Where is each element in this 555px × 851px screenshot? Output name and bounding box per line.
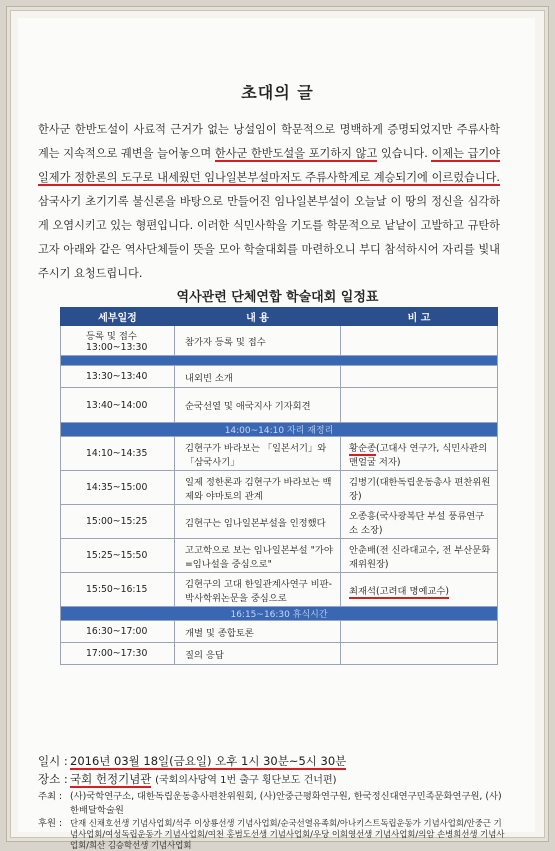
band-text bbox=[61, 356, 498, 366]
host-label: 주최 : bbox=[38, 791, 63, 802]
row-time: 13:30~13:40 bbox=[61, 366, 175, 388]
row-content: 순국선열 및 애국지사 기자회견 bbox=[175, 388, 341, 423]
table-row bbox=[61, 643, 498, 665]
place-value: 국회 헌정기념관 bbox=[70, 772, 152, 786]
schedule-title: 역사관련 단체연합 학술대회 일정표 bbox=[176, 290, 379, 305]
presenter-detail: (고대사 연구가, 식민사관의 맨얼굴 저자) bbox=[349, 442, 488, 468]
band-text: 16:15~16:30 휴식시간 bbox=[61, 607, 498, 621]
row-time: 15:25~15:50 bbox=[61, 539, 175, 573]
table-row bbox=[61, 539, 498, 573]
row-content: 참가자 등록 및 접수 bbox=[175, 326, 341, 356]
band-row bbox=[61, 423, 498, 437]
document-title: 초대의 글 bbox=[241, 83, 314, 102]
sponsor-line bbox=[38, 818, 508, 851]
date-line bbox=[38, 752, 508, 770]
row-content: 김현구의 고대 한일관계사연구 비판-박사학위논문을 중심으로 bbox=[175, 573, 341, 607]
row-note: 김병기(대한독립운동총사 편찬위원장) bbox=[341, 471, 498, 505]
host-value: (사)국학연구소, 대한독립운동총사편찬위원회, (사)안중근평화연구원, 한국정신대연구민족문화연구원, (사)한배달학술원 bbox=[70, 791, 502, 816]
row-time: 13:40~14:00 bbox=[61, 388, 175, 423]
row-content: 일제 정한론과 김현구가 바라보는 백제와 야마토의 관계 bbox=[175, 471, 341, 505]
table-row bbox=[61, 326, 498, 356]
schedule-table bbox=[60, 307, 498, 665]
table-row bbox=[61, 471, 498, 505]
band-row bbox=[61, 607, 498, 621]
table-row bbox=[61, 437, 498, 471]
table-row bbox=[61, 621, 498, 643]
row-time: 15:50~16:15 bbox=[61, 573, 175, 607]
row-note bbox=[341, 366, 498, 388]
row-note bbox=[341, 388, 498, 423]
presenter-name: 최재석(고려대 명예교수) bbox=[349, 585, 450, 597]
row-time: 14:10~14:35 bbox=[61, 437, 175, 471]
row-note bbox=[341, 326, 498, 356]
row-content: 김현구는 임나일본부설을 인정했다 bbox=[175, 505, 341, 539]
row-note bbox=[341, 643, 498, 665]
sponsor-label: 후원 : bbox=[38, 818, 63, 829]
row-note: 안춘배(전 신라대교수, 전 부산문화재위원장) bbox=[341, 539, 498, 573]
intro-underline-2: 이제는 급기야 일제가 정한론의 도구로 내세웠던 임나일본부설마저도 주류사학계로 계승되기에 이르렀습니다. bbox=[38, 147, 500, 184]
row-note bbox=[341, 437, 498, 471]
sponsor-value: 단재 신채호선생 기념사업회/석주 이상룡선생 기념사업회/순국선열유족회/아나키스트독립운동가 기념사업회/안중근 기념사업회/여성독립운동가 기념사업회/여천 홍범도선생 기념사업회/우당 이회영선생 기념사업회/의암 손병희선생 기념사업회/희산 김승학선생 기념사업회 bbox=[70, 818, 505, 850]
row-time: 16:30~17:00 bbox=[61, 621, 175, 643]
table-row bbox=[61, 573, 498, 607]
table-row bbox=[61, 505, 498, 539]
band-text: 14:00~14:10 자리 재정리 bbox=[61, 423, 498, 437]
event-info bbox=[38, 752, 508, 788]
date-value: 2016년 03월 18일(금요일) 오후 1시 30분~5시 30분 bbox=[70, 754, 347, 768]
table-row bbox=[61, 388, 498, 423]
intro-underline-1: 한사군 한반도설을 포기하지 않고 bbox=[214, 147, 378, 160]
band-row bbox=[61, 356, 498, 366]
row-time: 15:00~15:25 bbox=[61, 505, 175, 539]
row-content: 질의 응답 bbox=[175, 643, 341, 665]
intro-text-3: 삼국사기 초기기록 불신론을 바탕으로 만들어진 임나일본부설이 오늘날 이 땅의 정신을 심각하게 오염시키고 있는 형편입니다. 이러한 식민사학을 기도를 학문적으로 낱낱이 고발하고 규탄하고자 아래와 같은 역사단체들이 뜻을 모아 학술대회를 마련하오니 부디 참석하시어 자리를 빛내주시기 요청드립니다. bbox=[38, 195, 500, 280]
header-content: 내 용 bbox=[175, 308, 341, 326]
host-line bbox=[38, 790, 508, 818]
row-content: 내외빈 소개 bbox=[175, 366, 341, 388]
row-content: 개별 및 종합토론 bbox=[175, 621, 341, 643]
row-note bbox=[341, 621, 498, 643]
header-note: 비 고 bbox=[341, 308, 498, 326]
date-label: 일시 : bbox=[38, 754, 68, 768]
row-content: 고고학으로 보는 임나일본부설 "가야=임나설을 중심으로" bbox=[175, 539, 341, 573]
row-content: 김현구가 바라보는 「일본서기」와 「삼국사기」 bbox=[175, 437, 341, 471]
place-extra: (국회의사당역 1번 출구 횡단보도 건너편) bbox=[155, 775, 337, 786]
place-line bbox=[38, 770, 508, 788]
presenter-name: 황순종 bbox=[349, 442, 376, 454]
row-note bbox=[341, 573, 498, 607]
header-time: 세부일정 bbox=[61, 308, 175, 326]
row-time: 14:35~15:00 bbox=[61, 471, 175, 505]
intro-text-1: 한사군 한반도설이 사료적 근거가 없는 낭설임이 학문적으로 명백하게 증명되었지만 주류사학계는 지속적으로 궤변을 늘어놓으며 bbox=[38, 123, 500, 160]
intro-text-2: 있습니다. bbox=[377, 147, 432, 160]
table-row bbox=[61, 366, 498, 388]
row-note: 오종흥(국사광복단 부설 풍류연구소 소장) bbox=[341, 505, 498, 539]
schedule-header-row bbox=[61, 308, 498, 326]
place-label: 장소 : bbox=[38, 772, 68, 786]
intro-paragraph bbox=[38, 118, 500, 286]
row-time: 등록 및 접수 13:00~13:30 bbox=[61, 326, 175, 356]
row-time: 17:00~17:30 bbox=[61, 643, 175, 665]
